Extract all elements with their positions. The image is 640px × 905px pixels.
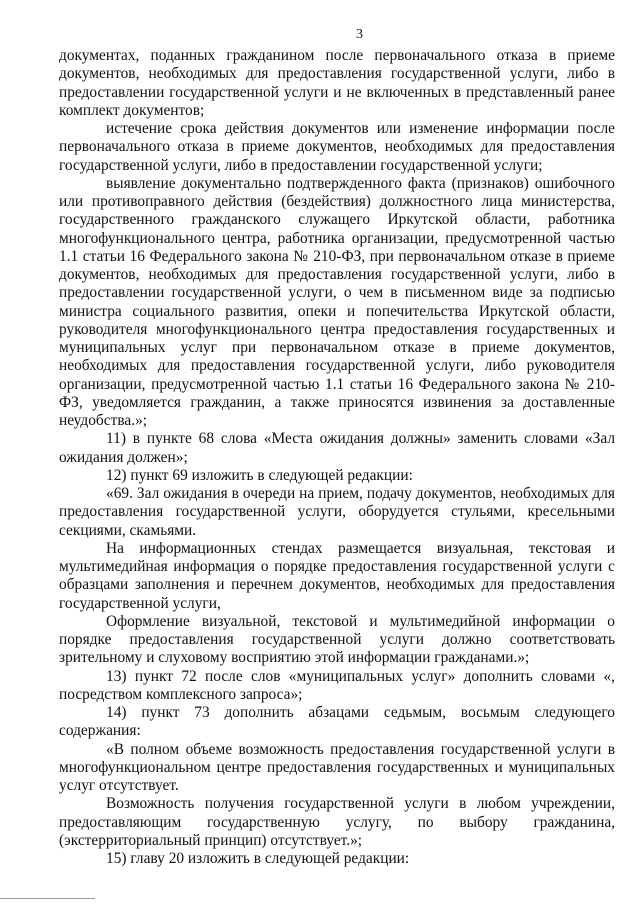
- paragraph: 11) в пункте 68 слова «Места ожидания должны» заменить словами «Зал ожидания должен»;: [59, 430, 615, 466]
- paragraph: Возможность получения государственной услуги в любом учреждении, предоставляющим государственную услугу, по выбору гражданина, (экстерриториальный принцип) отсутствует.»;: [59, 795, 615, 849]
- paragraph: 12) пункт 69 изложить в следующей редакции:: [106, 466, 413, 484]
- paragraph: документах, поданных гражданином после первоначального отказа в приеме документов, необходимых для предоставления государственной услуги, либо в предоставлении государственной услуги и не включенных в представленный ранее комплект документов;: [59, 47, 615, 119]
- paragraph: 15) главу 20 изложить в следующей редакции:: [106, 850, 410, 867]
- paragraph: 14) пункт 73 дополнить абзацами седьмым, восьмым следующего содержания:: [59, 704, 615, 740]
- paragraph: «В полном объеме возможность предоставления государственной услуги в многофункциональном центре предоставления государственных и муниципальных услуг отсутствует.: [59, 740, 615, 794]
- paragraph: истечение срока действия документов или изменение информации после первоначального отказа в приеме документов, необходимых для предоставления государственной услуги, либо в предоставлении государственной услуги;: [59, 120, 615, 174]
- paragraph: 13) пункт 72 после слов «муниципальных услуг» дополнить словами «, посредством комплексного запроса»;: [59, 667, 615, 703]
- paragraph: На информационных стендах размещается визуальная, текстовая и мультимедийная информация о порядке предоставления государственной услуги с образцами заполнения и перечнем документов, необходимых для предоставления государственной услуги,: [59, 539, 615, 612]
- footer-divider: [0, 898, 95, 899]
- paragraph: выявление документально подтвержденного факта (признаков) ошибочного или противоправного действия (бездействия) должностного лица министерства, государственного гражданского служащего Иркутской области, работника многофункционального центра, работника организации, предусмотренной частью 1.1 статьи 16 Федерального закона № 210-ФЗ, при первоначальном отказе в приеме документов, необходимых для предоставления государственной услуги, либо в предоставлении государственной услуги, о чем в письменном виде за подписью министра социального развития, опеки и попечительства Иркутской области, руководителя многофункционального центра предоставления государственных и муниципальных услуг при первоначальном отказе в приеме документов, необходимых для предоставления государственной услуги, либо руководителя организации, предусмотренной частью 1.1 статьи 16 Федерального закона № 210-ФЗ, уведомляется гражданин, а также приносятся извинения за доставленные неудобства.»;: [59, 174, 615, 429]
- page-number: 3: [356, 27, 363, 42]
- document-body: [59, 47, 615, 868]
- paragraph: «69. Зал ожидания в очереди на прием, подачу документов, необходимых для предоставления государственной услуги, оборудуется стульями, кресельными секциями, скамьями.: [59, 485, 615, 539]
- paragraph: Оформление визуальной, текстовой и мультимедийной информации о порядке предоставления государственной услуги должно соответствовать зрительному и слуховому восприятию этой информации гражданами.»;: [59, 612, 615, 667]
